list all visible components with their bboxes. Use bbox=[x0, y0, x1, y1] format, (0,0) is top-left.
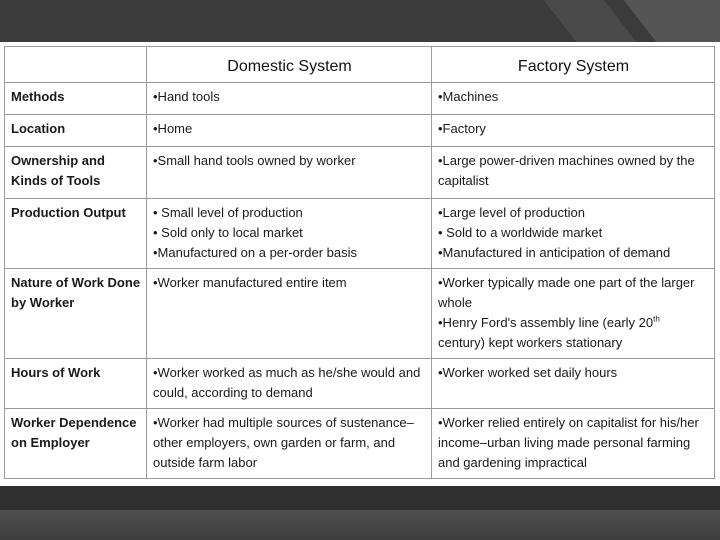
row-label: Production Output bbox=[5, 199, 147, 269]
cell-text: century) kept workers stationary bbox=[438, 335, 623, 350]
table-row bbox=[5, 359, 715, 409]
cell-line: •Home bbox=[153, 121, 193, 136]
superscript: th bbox=[653, 314, 660, 324]
table-row bbox=[5, 83, 715, 115]
cell-text: •Henry Ford's assembly line (early 20 bbox=[438, 315, 654, 330]
cell-line: •Worker manufactured entire item bbox=[153, 275, 347, 290]
row-label: Nature of Work Done by Worker bbox=[5, 269, 147, 359]
row-label: Location bbox=[5, 115, 147, 147]
factory-cell bbox=[432, 199, 715, 269]
cell-line: •Large power-driven machines owned by the capitalist bbox=[438, 153, 695, 188]
cell-line: •Machines bbox=[438, 89, 499, 104]
cell-line: •Worker typically made one part of the larger whole bbox=[438, 275, 695, 310]
domestic-cell bbox=[147, 199, 432, 269]
row-label: Methods bbox=[5, 83, 147, 115]
empty-header-cell bbox=[5, 47, 147, 83]
row-label: Hours of Work bbox=[5, 359, 147, 409]
domestic-cell bbox=[147, 359, 432, 409]
cell-line: •Manufactured in anticipation of demand bbox=[438, 245, 671, 260]
row-label: Ownership and Kinds of Tools bbox=[5, 147, 147, 199]
cell-line: •Worker worked set daily hours bbox=[438, 365, 618, 380]
cell-line: •Factory bbox=[438, 121, 486, 136]
table-row bbox=[5, 115, 715, 147]
comparison-table bbox=[4, 46, 715, 479]
factory-cell bbox=[432, 147, 715, 199]
cell-line: •Worker relied entirely on capitalist for his/her income–urban living made personal farming and gardening impractical bbox=[438, 415, 699, 470]
table-row bbox=[5, 147, 715, 199]
factory-cell bbox=[432, 115, 715, 147]
domestic-system-header: Domestic System bbox=[147, 47, 432, 83]
header-row bbox=[5, 47, 715, 83]
factory-cell bbox=[432, 409, 715, 479]
cell-line: •Small hand tools owned by worker bbox=[153, 153, 356, 168]
table-row bbox=[5, 409, 715, 479]
factory-cell bbox=[432, 359, 715, 409]
bottom-decorative-band bbox=[0, 486, 720, 540]
cell-line: •Worker worked as much as he/she would and could, according to demand bbox=[153, 365, 421, 400]
cell-line: •Large level of production bbox=[438, 205, 585, 220]
domestic-cell bbox=[147, 147, 432, 199]
cell-line: • Sold only to local market bbox=[153, 225, 303, 240]
row-label: Worker Dependence on Employer bbox=[5, 409, 147, 479]
cell-line: •Hand tools bbox=[153, 89, 220, 104]
top-decorative-band bbox=[0, 0, 720, 42]
table-row bbox=[5, 269, 715, 359]
factory-cell bbox=[432, 83, 715, 115]
cell-line: •Worker had multiple sources of sustenance–other employers, own garden or farm, and outside farm labor bbox=[153, 415, 414, 470]
cell-line: • Sold to a worldwide market bbox=[438, 225, 603, 240]
domestic-cell bbox=[147, 83, 432, 115]
cell-line: • Small level of production bbox=[153, 205, 303, 220]
domestic-cell bbox=[147, 115, 432, 147]
factory-system-header: Factory System bbox=[432, 47, 715, 83]
table-row bbox=[5, 199, 715, 269]
domestic-cell bbox=[147, 409, 432, 479]
cell-line: •Manufactured on a per-order basis bbox=[153, 245, 357, 260]
cell-line bbox=[438, 313, 709, 353]
factory-cell bbox=[432, 269, 715, 359]
domestic-cell bbox=[147, 269, 432, 359]
